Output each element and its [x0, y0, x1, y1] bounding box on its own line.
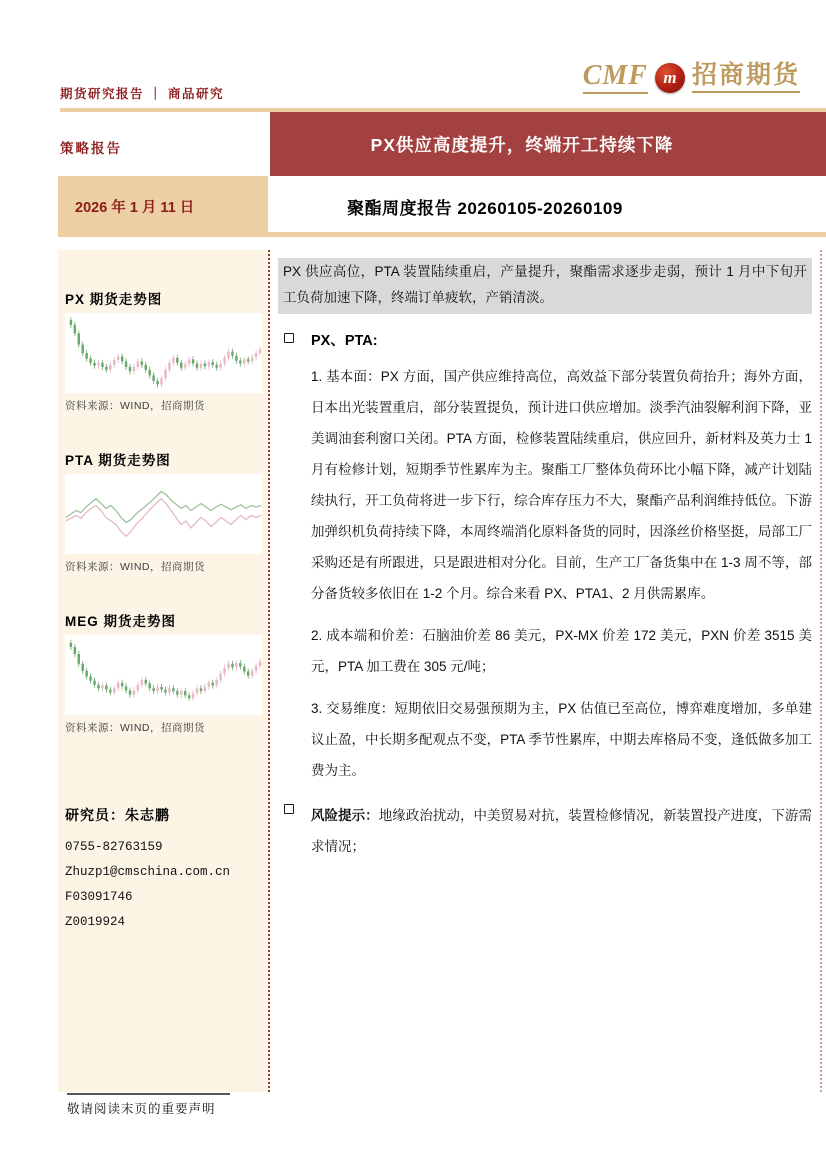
pta-chart-block	[65, 449, 262, 574]
report-category-label: 期货研究报告 ｜ 商品研究	[60, 87, 224, 101]
logo-cmf-text: CMF	[583, 62, 648, 94]
px-chart-title: PX 期货走势图	[65, 292, 163, 307]
paragraph-fundamentals: 1. 基本面：PX 方面，国产供应维持高位，高效益下部分装置负荷抬升；海外方面，日本出光装置重启，部分装置提负，预计进口供应增加。淡季汽油裂解利润下降，亚美调油套利窗口关闭。PTA 方面，检修装置陆续重启，供应回升，新材料及英力士 1 月有检修计划，短期季节性累库为主。聚酯工厂整体负荷环比小幅下降，减产计划陆续执行，开工负荷将进一步下行，综合库存压力不大，聚酯产品利润维持低位。下游加弹织机负荷持续下降，本周终端消化原料备货的同时，因涤丝价格坚挺，局部工厂采购还是有所跟进，只是跟进相对分化。目前，生产工厂备货集中在 1-3 周不等，部分备货较多依旧在 1-2 个月。综合来看 PX、PTA1、2 月供需累库。	[311, 369, 812, 601]
section-risk	[278, 800, 812, 862]
px-chart-block	[65, 288, 262, 413]
main-content	[278, 258, 812, 862]
report-type-label: 策略报告	[60, 141, 122, 156]
meg-chart-title: MEG 期货走势图	[65, 614, 177, 629]
logo-company-name: 招商期货	[692, 63, 800, 93]
meg-chart-source: 资料来源：WIND，招商期货	[65, 722, 205, 734]
section-px-pta	[278, 329, 812, 350]
researcher-email: Zhuzp1@cmschina.com.cn	[65, 865, 231, 879]
square-bullet-icon	[284, 804, 294, 814]
date-bar	[58, 176, 268, 237]
square-bullet-icon	[284, 333, 294, 343]
footer-divider	[67, 1093, 230, 1095]
paragraph-trading-view: 3. 交易维度：短期依旧交易强预期为主，PX 估值已至高位，博弈难度增加，多单建议止盈，中长期多配观点不变，PTA 季节性累库，中期去库格局不变，逢低做多加工费为主。	[311, 701, 812, 778]
summary-box: PX 供应高位，PTA 装置陆续重启，产量提升，聚酯需求逐步走弱，预计 1 月中下旬开工负荷加速下降，终端订单疲软，产销清淡。	[278, 258, 812, 314]
banner-title: PX供应高度提升，终端开工持续下降	[270, 112, 826, 176]
section-px-pta-heading: PX、PTA:	[311, 333, 378, 349]
risk-text	[311, 800, 812, 862]
researcher-name: 研究员：朱志鹏	[65, 807, 170, 823]
researcher-investment-code: Z0019924	[65, 915, 126, 929]
risk-label: 风险提示：	[311, 808, 379, 823]
content-right-border	[820, 250, 822, 1092]
cmf-logo	[583, 62, 800, 94]
paragraph-cost-spread: 2. 成本端和价差：石脑油价差 86 美元，PX-MX 价差 172 美元，PXN 价差 3515 美元，PTA 加工费在 305 元/吨；	[311, 628, 812, 674]
pta-chart-source: 资料来源：WIND，招商期货	[65, 561, 205, 573]
px-chart-source: 资料来源：WIND，招商期货	[65, 400, 205, 412]
pta-trend-chart	[65, 474, 262, 554]
researcher-block	[65, 805, 262, 935]
cmf-monogram-icon: m	[655, 63, 685, 93]
meg-trend-chart	[65, 635, 262, 715]
pta-chart-title: PTA 期货走势图	[65, 453, 171, 468]
px-trend-chart	[65, 313, 262, 393]
meg-chart-block	[65, 610, 262, 735]
report-date: 2026 年 1 月 11 日	[75, 200, 195, 216]
researcher-practice-code: F03091746	[65, 890, 133, 904]
report-title: 聚酯周度报告 20260105-20260109	[347, 199, 623, 218]
title-divider	[268, 232, 826, 237]
footer-disclaimer: 敬请阅读末页的重要声明	[67, 1102, 216, 1116]
sidebar	[58, 250, 270, 1092]
researcher-phone: 0755-82763159	[65, 840, 163, 854]
risk-body: 地缘政治扰动，中美贸易对抗，装置检修情况，新装置投产进度，下游需求情况；	[311, 808, 813, 854]
